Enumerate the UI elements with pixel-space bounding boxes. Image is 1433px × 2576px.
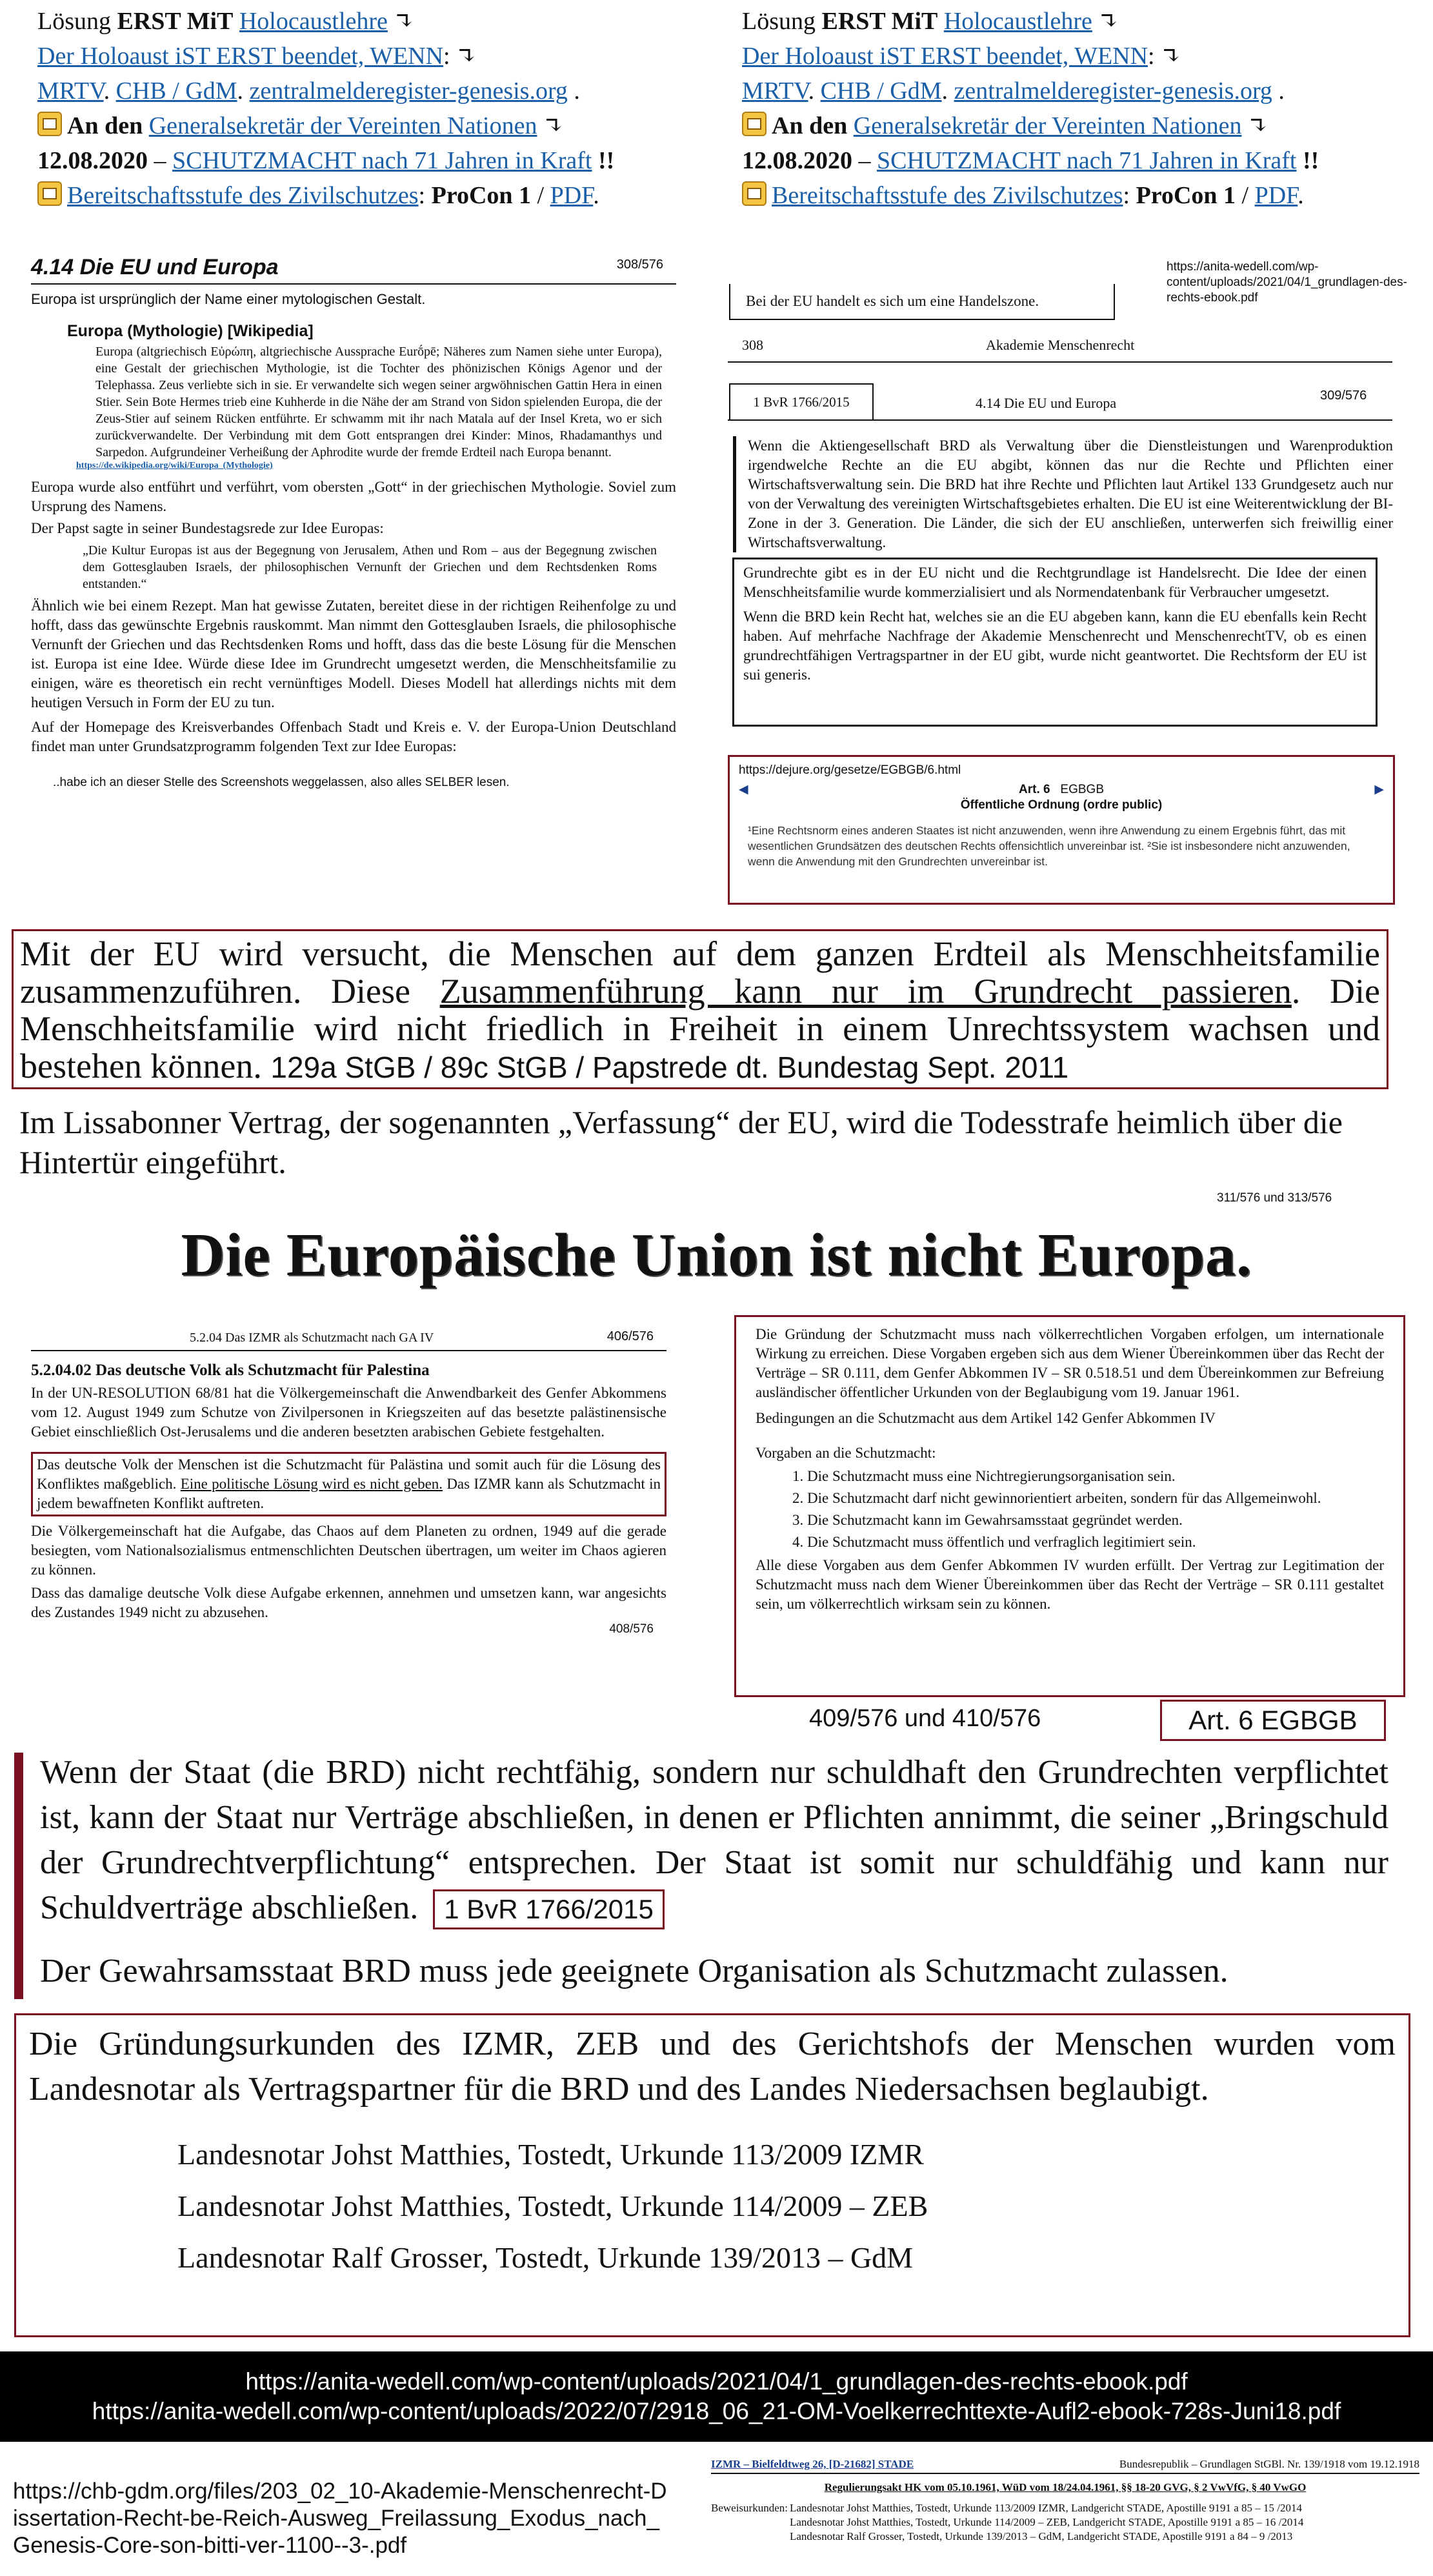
- pages-reference: 409/576 und 410/576: [809, 1705, 1041, 1732]
- notepad-icon: [742, 181, 767, 206]
- holocaustlehre-link[interactable]: Holocaustlehre: [239, 8, 388, 35]
- page-number: 309/576: [1320, 388, 1367, 403]
- gruendungsurkunden-text: Die Gründungsurkunden des IZMR, ZEB und des Gerichtshofs der Menschen wurden vom Landesnotar als Vertragspartner für die BRD und des Landes Niedersachsen beglaubigt.: [29, 2026, 1396, 2108]
- list-item: 4. Die Schutzmacht muss öffentlich und verfraglich legitimiert sein.: [807, 1533, 1384, 1552]
- left-page-406: [31, 1327, 666, 1636]
- papst-quote: „Die Kultur Europas ist aus der Begegnung von Jerusalem, Athen und Rom – aus der Begegnung zwischen dem Gottesglauben Israels, der philosophischen Vernunft der Griechen und dem Rechtsdenken Roms entstanden.“: [83, 543, 657, 591]
- mrtv-link[interactable]: MRTV: [37, 77, 104, 105]
- header-line-2: Der Holoaust iST ERST beendet, WENN: ↴: [742, 43, 1181, 70]
- paragraph: Die Gründung der Schutzmacht muss nach völkerrechtlichen Vorgaben erfolgen, um internationale Wirkung zu erreichen. Diese Vorgaben ergeben sich aus dem Wiener Übereinkommen über das Recht der Verträge – SR 0.111, dem Genfer Abkommen IV – SR 0.518.51 und dem Übereinkommen zur Befreiung ausländischer öffentlicher Urkunden von der Beglaubigung vom 19. Januar 1961.: [756, 1326, 1384, 1400]
- schutzmacht-link[interactable]: SCHUTZMACHT nach 71 Jahren in Kraft: [877, 147, 1297, 174]
- paragraph: In der UN-RESOLUTION 68/81 hat die Völkergemeinschaft die Anwendbarkeit des Genfer Abkommens vom 12. August 1949 zum Schutze von Zivilpersonen in Kriegszeiten auf das besetzte palästinensische Gebiet einschließlich Ost-Jerusalems und die anderen besetzten arabischen Gebiete festgehalten.: [31, 1385, 666, 1440]
- paragraph: Grundrechte gibt es in der EU nicht und die Rechtgrundlage ist Handelsrecht. Die Idee der einen Menschheitsfamilie wurde kommerzialisiert und als Normendatenbank für Verbraucher umgesetzt.: [743, 565, 1367, 600]
- header-line-1: Lösung ERST MiT Holocaustlehre ↴: [742, 8, 1119, 35]
- article-law: EGBGB: [1060, 783, 1104, 796]
- lissabon-statement: Im Lissabonner Vertrag, der sogenannten „Verfassung“ der EU, wird die Todesstrafe heimlich über die Hintertür eingeführt.: [19, 1104, 1343, 1180]
- right-page-409: [734, 1315, 1405, 1697]
- beweis-line: Landesnotar Ralf Grosser, Tostedt, Urkunde 139/2013 – GdM, Landgericht STADE, Apostille 9191 a 84 – 9 /2013: [790, 2530, 1293, 2542]
- header-line-4: An den Generalsekretär der Vereinten Nationen ↴: [37, 108, 683, 143]
- vorgaben-list: [756, 1467, 1384, 1552]
- chb-url[interactable]: https://chb-gdm.org/files/203_02_10-Akademie-Menschenrecht-Dissertation-Recht-be-Reich-Ausweg_Freilassung_Exodus_nach_Genesis-Core-son-bitti-ver-1100--3-.pdf: [13, 2479, 667, 2558]
- intro-text: Europa ist ursprünglich der Name einer mytologischen Gestalt.: [31, 291, 426, 307]
- zivilschutz-link[interactable]: Bereitschaftsstufe des Zivilschutzes: [772, 182, 1123, 209]
- pages-reference: 311/576 und 313/576: [1217, 1191, 1332, 1205]
- ebook-url[interactable]: https://anita-wedell.com/wp-content/uploads/2021/04/1_grundlagen-des-rechts-ebook.pdf: [245, 2368, 1188, 2395]
- beweis-line: Landesnotar Johst Matthies, Tostedt, Urkunde 114/2009 – ZEB, Landgericht STADE, Apostille 9191 a 85 – 16 /2014: [790, 2516, 1304, 2528]
- notepad-icon: [742, 112, 767, 136]
- url-bar: [0, 2351, 1433, 2442]
- izmr-address: IZMR – Bielfeldtweg 26, [D-21682] STADE: [711, 2458, 914, 2470]
- page-running-head: Akademie Menschenrecht: [986, 337, 1135, 353]
- schutzmacht-box: Das deutsche Volk der Menschen ist die Schutzmacht für Palästina und somit auch für die Lösung des Konfliktes maßgeblich. Eine politische Lösung wird es nicht geben. Das IZMR kann als Schutzmacht in jedem bewaffneten Konflikt auftreten.: [31, 1452, 666, 1516]
- list-item: 1. Die Schutzmacht muss eine Nichtregierungsorganisation sein.: [807, 1467, 1384, 1486]
- ebook-url[interactable]: https://anita-wedell.com/wp-content/uploads/2022/07/2918_06_21-OM-Voelkerrechttexte-Aufl2-ebook-728s-Juni18.pdf: [92, 2398, 1341, 2424]
- notar-line: Landesnotar Johst Matthies, Tostedt, Urkunde 113/2009 IZMR: [177, 2138, 924, 2171]
- page-number: 308/576: [616, 257, 663, 272]
- list-item: 3. Die Schutzmacht kann im Gewahrsamsstaat gegründet werden.: [807, 1511, 1384, 1530]
- article-number: Art. 6: [1019, 783, 1050, 796]
- zentralmelderegister-link[interactable]: zentralmelderegister-genesis.org: [954, 77, 1272, 105]
- paragraph: Bedingungen an die Schutzmacht aus dem Artikel 142 Genfer Abkommen IV: [756, 1410, 1216, 1426]
- paragraph: Wenn die BRD kein Recht hat, welches sie an die EU abgeben kann, kann die EU ebenfalls kein Recht haben. Auf mehrfache Nachfrage der Akademie Menschenrecht und MenschenrechtTV, ob es einen grundrechtfähigen Vertragspartner in der EU gibt, wurde nicht geantwortet. Die Rechtsform der EU ist sui generis.: [743, 609, 1367, 683]
- chb-gdm-link[interactable]: CHB / GdM: [115, 77, 237, 105]
- art6-box: Art. 6 EGBGB: [1160, 1700, 1386, 1741]
- regulierungsakt: Regulierungsakt HK vom 05.10.1961, WüD vom 18/24.04.1961, §§ 18-20 GVG, § 2 VwVfG, § 40 VwGO: [824, 2481, 1307, 2493]
- header-right: [742, 4, 1387, 213]
- header-line-4: An den Generalsekretär der Vereinten Nationen ↴: [742, 108, 1387, 143]
- section-title: 4.14 Die EU und Europa: [31, 255, 279, 279]
- running-head: 5.2.04 Das IZMR als Schutzmacht nach GA IV: [190, 1331, 434, 1345]
- zivilschutz-link[interactable]: Bereitschaftsstufe des Zivilschutzes: [67, 182, 419, 209]
- holocaust-beendet-link[interactable]: Der Holoaust iST ERST beendet, WENN: [742, 43, 1148, 70]
- paragraph: Ähnlich wie bei einem Rezept. Man hat gewisse Zutaten, bereitet diese in der richtigen Reihenfolge zu und hofft, dass das gewünschte Ergebnis rauskommt. Man nimmt den Gottesglauben Israels, die philosophische Vernunft der Griechen und das Rechtsdenken Roms und hofft, dass das die beste Lösung für die Menschen ist. Europa ist eine Idee. Würde diese Idee im Grundrecht umgesetzt werden, die Menschheitsfamilie zu einigen, wäre es theoretisch ein recht vernünftiges Modell. Dieses Modell hat allerdings nichts mit dem heutigen Versuch in Form der EU zu tun.: [31, 598, 676, 710]
- paragraph: Europa wurde also entführt und verführt, vom obersten „Gott“ in der griechischen Mythologie. Soviel zum Ursprung des Namens.: [31, 479, 676, 514]
- section-heading: 5.2.04.02 Das deutsche Volk als Schutzmacht für Palestina: [31, 1362, 430, 1379]
- grundrechte-box: [732, 558, 1378, 727]
- chb-gdm-link[interactable]: CHB / GdM: [820, 77, 942, 105]
- generalsekretaer-link[interactable]: Generalsekretär der Vereinten Nationen: [148, 112, 537, 139]
- paragraph: Der Papst sagte in seiner Bundestagsrede zur Idee Europas:: [31, 520, 384, 536]
- schutzmacht-link[interactable]: SCHUTZMACHT nach 71 Jahren in Kraft: [172, 147, 592, 174]
- paragraph: Auf der Homepage des Kreisverbandes Offenbach Stadt und Kreis e. V. der Europa-Union Deutschland findet man unter Grundsatzprogramm folgenden Text zur Idee Europas:: [31, 719, 676, 754]
- dejure-panel: [728, 755, 1395, 905]
- article-text: ¹Eine Rechtsnorm eines anderen Staates ist nicht anzuwenden, wenn ihre Anwendung zu einem Ergebnis führt, das mit wesentlichen Grundsätzen des deutschen Rechts offensichtlich unvereinbar ist. ²Sie ist insbesondere nicht anzuwenden, wenn die Anwendung mit den Grundrechten unvereinbar ist.: [748, 824, 1350, 868]
- wiki-link[interactable]: https://de.wikipedia.org/wiki/Europa_(Mythologie): [76, 461, 273, 470]
- headline: Die Europäische Union ist nicht Europa.: [181, 1222, 1252, 1289]
- mrtv-link[interactable]: MRTV: [742, 77, 808, 105]
- header-line-5: 12.08.2020 – SCHUTZMACHT nach 71 Jahren in Kraft !!: [742, 147, 1319, 174]
- paragraph: Vorgaben an die Schutzmacht:: [756, 1445, 936, 1461]
- article-title: Öffentliche Ordnung (ordre public): [960, 798, 1163, 812]
- source-url[interactable]: https://anita-wedell.com/wp-content/uploads/2021/04/1_grundlagen-des-rechts-ebook.pdf: [1167, 260, 1407, 305]
- notepad-icon: [37, 181, 62, 206]
- generalsekretaer-link[interactable]: Generalsekretär der Vereinten Nationen: [853, 112, 1242, 139]
- pdf-link[interactable]: PDF: [550, 182, 594, 209]
- dejure-url[interactable]: https://dejure.org/gesetze/EGBGB/6.html: [739, 763, 961, 777]
- bgbl-ref: Bundesrepublik – Grundlagen StGBl. Nr. 139/1918 vom 19.12.1918: [1119, 2458, 1419, 2470]
- prev-arrow-icon[interactable]: ◀: [739, 783, 748, 796]
- paragraph-brd: Wenn die Aktiengesellschaft BRD als Verwaltung über die Dienstleistungen und Warenproduktion irgendwelche Rechte an die EU abgibt, können das nur die Rechte und Pflichten einer Wirtschaftsverwaltung sein. Die BRD hat ihre Rechte und Pflichten laut Artikel 133 Grundgesetz auch nur von der Verwaltung des vereinigten Wirtschaftsgebietes erhalten. Die EU ist eine Weiterentwicklung der BI-Zone in der 3. Generation. Die Länder, die sich der EU anschließen, unterwerfen sich freiwillig einer Wirtschaftsverwaltung.: [733, 436, 1393, 552]
- accent-bar: [14, 1753, 23, 1999]
- page-number: 408/576: [609, 1622, 654, 1636]
- legal-references: 129a StGB / 89c StGB / Papstrede dt. Bundestag Sept. 2011: [270, 1051, 1069, 1084]
- notar-line: Landesnotar Ralf Grosser, Tostedt, Urkunde 139/2013 – GdM: [177, 2241, 914, 2274]
- omission-note: ..habe ich an dieser Stelle des Screenshots weggelassen, also alles SELBER lesen.: [53, 776, 510, 789]
- holocaustlehre-link[interactable]: Holocaustlehre: [943, 8, 1092, 35]
- handelszone-box: Bei der EU handelt es sich um eine Handelszone.: [729, 284, 1115, 320]
- case-box: 1 BvR 1766/2015: [433, 1889, 665, 1929]
- paragraph: Dass das damalige deutsche Volk diese Aufgabe erkennen, annehmen und umsetzen kann, war angesichts des Zustandes 1949 nicht zu abzusehen.: [31, 1585, 666, 1620]
- banner-gewahrsamsstaat: Der Gewahrsamsstaat BRD muss jede geeignete Organisation als Schutzmacht zulassen.: [40, 1953, 1228, 1989]
- banner-gruendungsurkunden: [14, 2013, 1410, 2337]
- header-line-1: Lösung ERST MiT Holocaustlehre ↴: [37, 8, 415, 35]
- next-arrow-icon[interactable]: ▶: [1374, 783, 1384, 796]
- paragraph: Die Völkergemeinschaft hat die Aufgabe, das Chaos auf dem Planeten zu ordnen, 1949 auf die gerade besiegten, vom Nationalsozialismus entmenschlichten Deutschen übertragen, um weiter im Chaos agieren zu können.: [31, 1523, 666, 1578]
- notar-line: Landesnotar Johst Matthies, Tostedt, Urkunde 114/2009 – ZEB: [177, 2189, 928, 2222]
- divider: [728, 361, 1392, 363]
- beweis-line: Landesnotar Johst Matthies, Tostedt, Urkunde 113/2009 IZMR, Landgericht STADE, Apostille 9191 a 85 – 15 /2014: [790, 2502, 1302, 2514]
- divider: [728, 419, 1392, 421]
- list-item: 2. Die Schutzmacht darf nicht gewinnorientiert arbeiten, sondern für das Allgemeinwohl.: [807, 1489, 1384, 1508]
- zentralmelderegister-link[interactable]: zentralmelderegister-genesis.org: [249, 77, 568, 105]
- page-number: 406/576: [606, 1329, 654, 1343]
- case-box: 1 BvR 1766/2015: [729, 383, 874, 421]
- header-line-2: Der Holoaust iST ERST beendet, WENN: ↴: [37, 43, 477, 70]
- header-left: [37, 4, 683, 213]
- section-title: 4.14 Die EU und Europa: [976, 395, 1117, 411]
- header-line-5: 12.08.2020 – SCHUTZMACHT nach 71 Jahren in Kraft !!: [37, 147, 615, 174]
- header-line-6: Bereitschaftsstufe des Zivilschutzes: ProCon 1 / PDF.: [742, 178, 1387, 213]
- notepad-icon: [37, 112, 62, 136]
- letterhead-footer: [711, 2457, 1419, 2544]
- wiki-text: Europa (altgriechisch Εὐρώπη, altgriechische Aussprache Eurṓpē; Näheres zum Namen siehe unter Europa), eine Gestalt der griechischen Mythologie, ist die Tochter des phönizischen Königs Agenor und der Telephassa. Zeus verliebte sich in sie. Er verwandelte sich wegen seiner argwöhnischen Gattin Hera in einen Stier. Sein Bote Hermes trieb eine Kuhherde in die Nähe der am Strand von Sidon spielenden Europa, die der Zeus-Stier auf seinem Rücken entführte. Er schwamm mit ihr nach Matala auf der Insel Kreta, wo er sich zurückverwandelte. Der Verbindung mit dem Gott entsprangen drei Kinder: Minos, Rhadamanthys und Sarpedon. Aufgrundeiner Verheißung der Aphrodite wurde der fremde Erdteil nach Europa benannt.: [95, 345, 662, 459]
- banner-bringschuld: Wenn der Staat (die BRD) nicht rechtfähig, sondern nur schuldhaft den Grundrechten verpflichtet ist, kann der Staat nur Verträge abschließen, in denen er Pflichten annimmt, die seiner „Bringschuld der Grundrechtverpflichtung“ entsprechen. Der Staat ist somit nur schuldfähig und kann nur Schuldverträge abschließen. 1 BvR 1766/2015: [40, 1750, 1388, 1931]
- paragraph: Alle diese Vorgaben aus dem Genfer Abkommen IV wurden erfüllt. Der Vertrag zur Legitimation der Schutzmacht muss nach dem Wiener Übereinkommen über das Recht der Verträge – SR 0.111 gestaltet sein, um völkerrechtlich wirksam sein zu können.: [756, 1557, 1384, 1612]
- wiki-title: Europa (Mythologie) [Wikipedia]: [67, 322, 314, 340]
- banner-menschheitsfamilie: Mit der EU wird versucht, die Menschen auf dem ganzen Erdteil als Menschheitsfamilie zusammenzuführen. Diese Zusammenführung kann nur im Grundrecht passieren. Die Menschheitsfamilie wird nicht friedlich in Freiheit in einem Unrechtssystem wachsen und bestehen können. 129a StGB / 89c StGB / Papstrede dt. Bundestag Sept. 2011: [12, 929, 1388, 1089]
- header-line-3: MRTV. CHB / GdM. zentralmelderegister-genesis.org .: [742, 77, 1285, 105]
- pdf-link[interactable]: PDF: [1254, 182, 1298, 209]
- header-line-6: Bereitschaftsstufe des Zivilschutzes: ProCon 1 / PDF.: [37, 178, 683, 213]
- page-left-no: 308: [742, 337, 763, 353]
- beweis-label: Beweisurkunden:: [711, 2502, 788, 2514]
- left-page-308: [31, 255, 676, 790]
- holocaust-beendet-link[interactable]: Der Holoaust iST ERST beendet, WENN: [37, 43, 444, 70]
- header-line-3: MRTV. CHB / GdM. zentralmelderegister-genesis.org .: [37, 77, 580, 105]
